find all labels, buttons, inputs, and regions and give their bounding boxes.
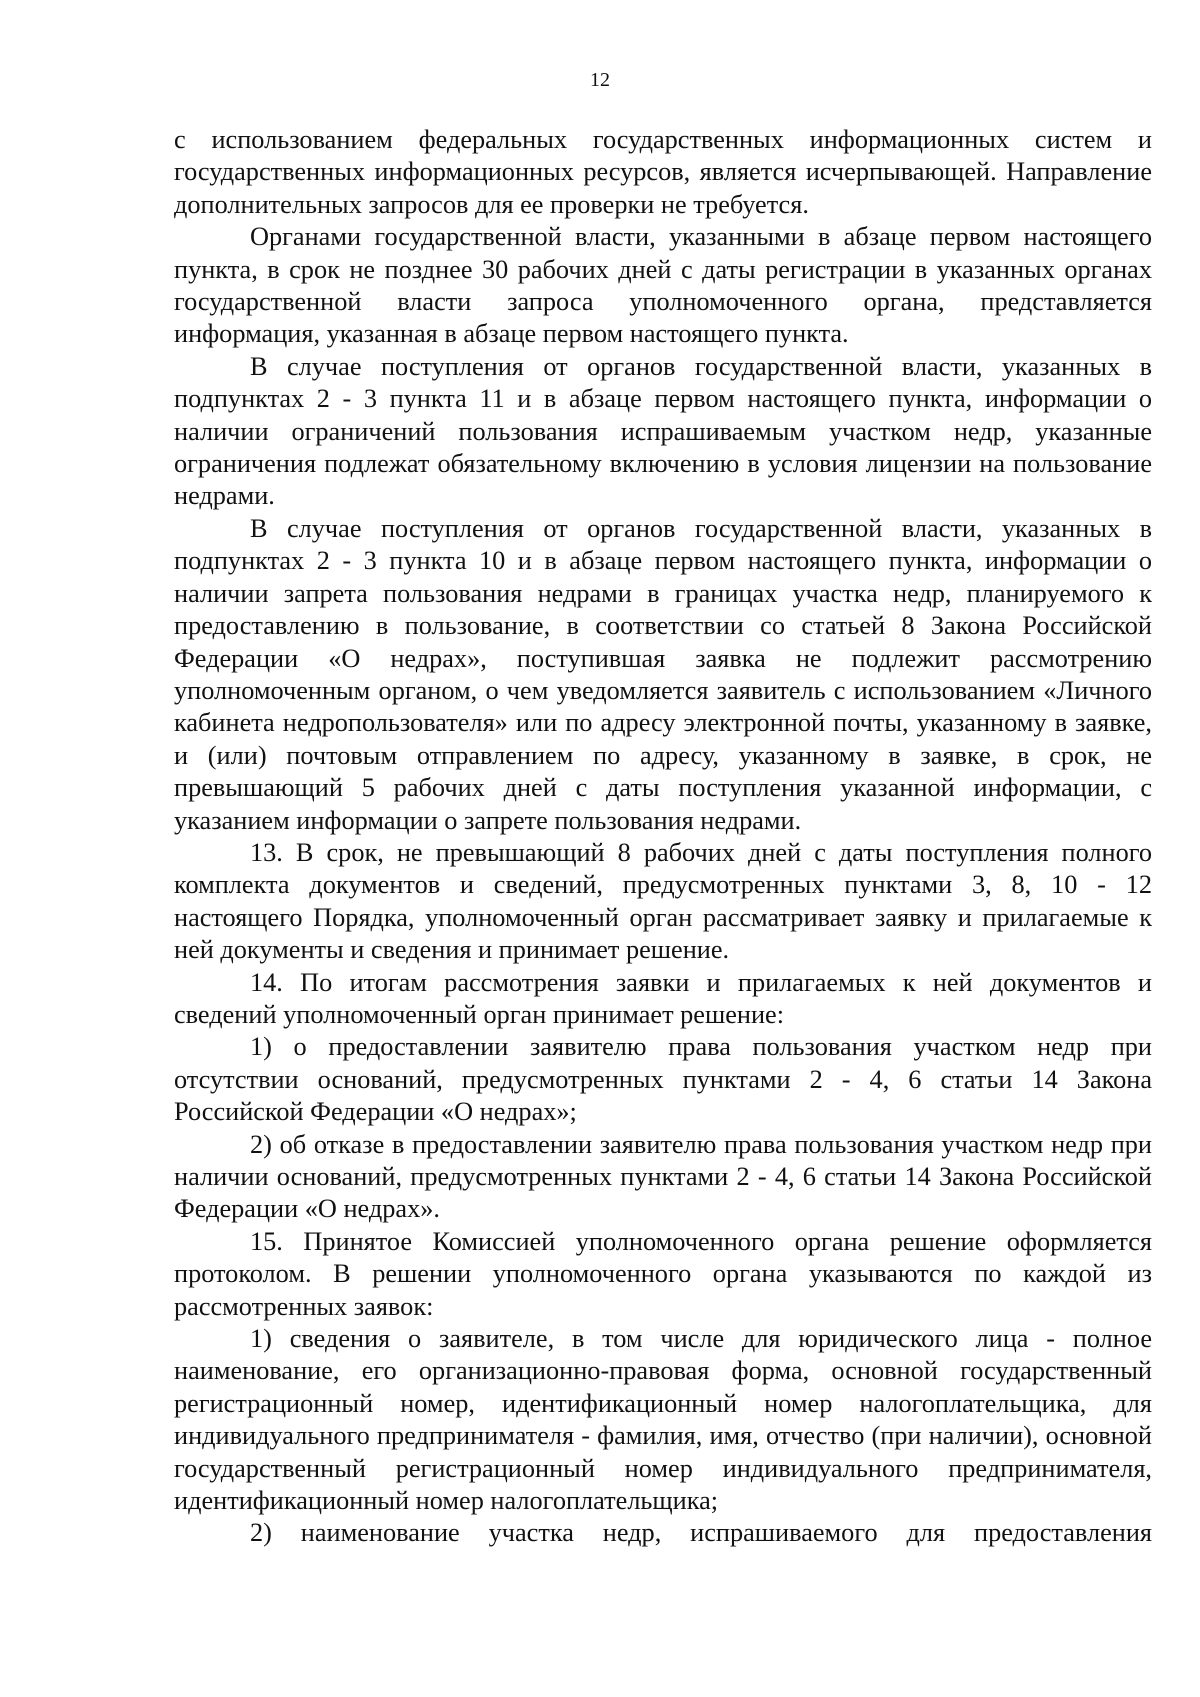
paragraph-8: 2) об отказе в предоставлении заявителю права пользования участком недр при наличии оснований, предусмотренных пунктами 2 - 4, 6 статьи 14 Закона Российской Федерации «О недрах». (174, 1129, 1152, 1224)
paragraph-2: Органами государственной власти, указанными в абзаце первом настоящего пункта, в срок не позднее 30 рабочих дней с даты регистрации в указанных органах государственной власти запроса уполномоченного органа, представляется информация, указанная в абзаце первом настоящего пункта. (174, 222, 1152, 349)
paragraph-7: 1) о предоставлении заявителю права пользования участком недр при отсутствии оснований, предусмотренных пунктами 2 - 4, 6 статьи 14 Закона Российской Федерации «О недрах»; (174, 1032, 1152, 1127)
paragraph-5: 13. В срок, не превышающий 8 рабочих дней с даты поступления полного комплекта документов и сведений, предусмотренных пунктами 3, 8, 10 - 12 настоящего Порядка, уполномоченный орган рассматривает заявку и прилагаемые к ней документы и сведения и принимает решение. (174, 837, 1152, 965)
paragraph-1: с использованием федеральных государственных информационных систем и государственных информационных ресурсов, является исчерпывающей. Направление дополнительных запросов для ее проверки не требуется. (174, 125, 1152, 219)
page-number: 12 (590, 69, 610, 91)
paragraph-3: В случае поступления от органов государственной власти, указанных в подпунктах 2 - 3 пункта 11 и в абзаце первом настоящего пункта, информации о наличии ограничений пользования испрашиваемым участком недр, указанные ограничения подлежат обязательному включению в условия лицензии на пользование недрами. (174, 351, 1152, 511)
paragraph-9: 15. Принятое Комиссией уполномоченного органа решение оформляется протоколом. В решении уполномоченного органа указываются по каждой из рассмотренных заявок: (174, 1226, 1152, 1321)
document-body (174, 124, 1152, 1550)
paragraph-11: 2) наименование участка недр, испрашиваемого для предоставления (250, 1518, 1152, 1548)
paragraph-4: В случае поступления от органов государственной власти, указанных в подпунктах 2 - 3 пункта 10 и в абзаце первом настоящего пункта, информации о наличии запрета пользования недрами в границах участка недр, планируемого к предоставлению в пользование, в соответствии со статьей 8 Закона Российской Федерации «О недрах», поступившая заявка не подлежит рассмотрению уполномоченным органом, о чем уведомляется заявитель с использованием «Личного кабинета недропользователя» или по адресу электронной почты, указанному в заявке, и (или) почтовым отправлением по адресу, указанному в заявке, в срок, не превышающий 5 рабочих дней с даты поступления указанной информации, с указанием информации о запрете пользования недрами. (174, 513, 1152, 835)
paragraph-6: 14. По итогам рассмотрения заявки и прилагаемых к ней документов и сведений уполномоченный орган принимает решение: (174, 967, 1152, 1029)
paragraph-10: 1) сведения о заявителе, в том числе для юридического лица - полное наименование, его организационно-правовая форма, основной государственный регистрационный номер, идентификационный номер налогоплательщика, для индивидуального предпринимателя - фамилия, имя, отчество (при наличии), основной государственный регистрационный номер индивидуального предпринимателя, идентификационный номер налогоплательщика; (174, 1324, 1152, 1516)
